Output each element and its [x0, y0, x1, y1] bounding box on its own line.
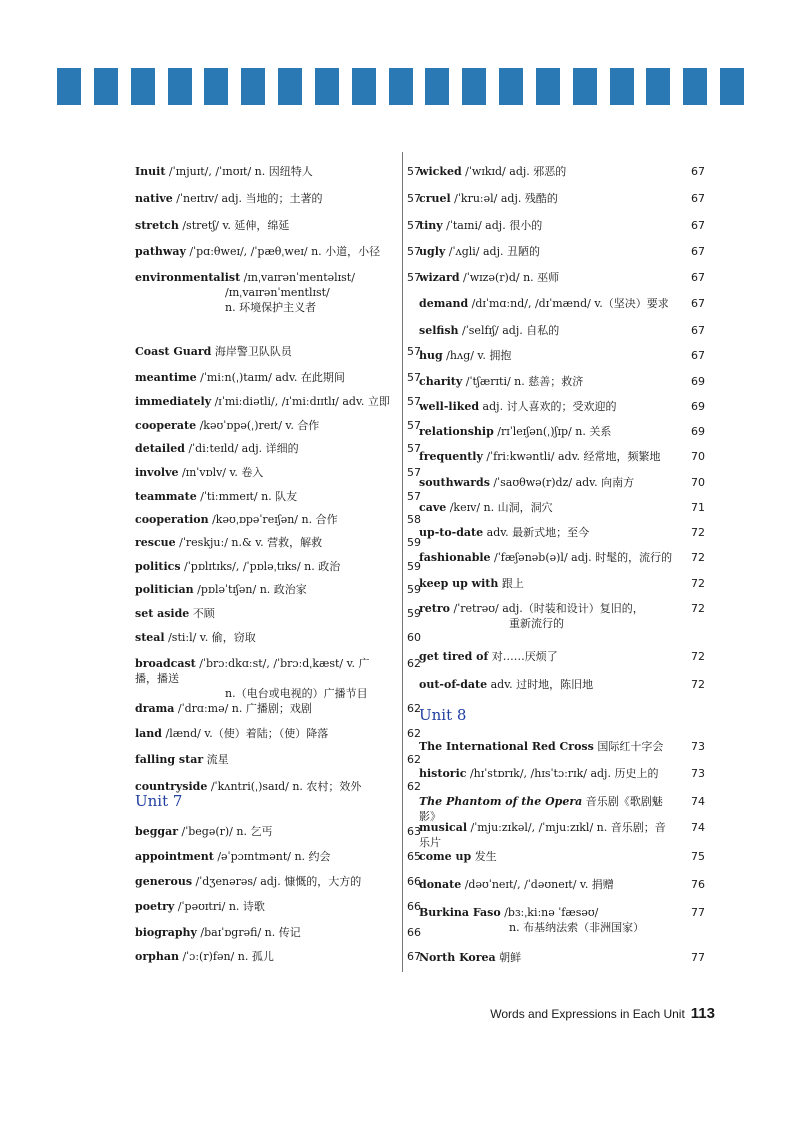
glossary-entry — [135, 344, 421, 359]
entry-page-number: 74 — [691, 795, 705, 808]
glossary-entry — [419, 374, 705, 389]
glossary-entry — [419, 348, 705, 363]
entry-headword: generous — [135, 875, 193, 888]
entry-headword: hug — [419, 349, 443, 362]
entry-page-number: 62 — [407, 727, 421, 740]
entry-page-number: 70 — [691, 450, 705, 463]
glossary-entry — [135, 394, 421, 409]
page-footer — [490, 1005, 715, 1022]
entry-headword: relationship — [419, 425, 494, 438]
entry-definition: adv. 过时地，陈旧地 — [487, 678, 594, 691]
entry-definition: /ˈɪnjuɪt/, /ˈɪnʊɪt/ n. 因纽特人 — [165, 165, 313, 178]
entry-page-number: 67 — [691, 297, 705, 310]
entry-definition: /ˈretrəʊ/ adj.（时装和设计）复旧的， — [450, 602, 644, 615]
entry-definition: /ˈfæʃənəb(ə)l/ adj. 时髦的，流行的 — [490, 551, 673, 564]
entry-headword: set aside — [135, 607, 190, 620]
glossary-entry — [135, 874, 421, 889]
entry-headword: poetry — [135, 900, 175, 913]
entry-page-number: 67 — [691, 219, 705, 232]
entry-definition: /dəʊˈneɪt/, /ˈdəʊneɪt/ v. 捐赠 — [461, 878, 614, 891]
entry-page-number: 62 — [407, 702, 421, 715]
header-stripe — [425, 68, 449, 105]
entry-page-number: 60 — [407, 631, 421, 644]
entry-headword: appointment — [135, 850, 214, 863]
glossary-entry — [135, 512, 421, 527]
entry-headword: stretch — [135, 219, 179, 232]
unit-heading: Unit 7 — [135, 792, 183, 810]
entry-headword: Burkina Faso — [419, 906, 501, 919]
header-stripe — [315, 68, 339, 105]
entry-definition: /ˈfriːkwəntli/ adv. 经常地，频繁地 — [482, 450, 661, 463]
entry-headword: cooperation — [135, 513, 209, 526]
glossary-entry — [419, 164, 705, 179]
header-stripe — [352, 68, 376, 105]
entry-definition: /kəʊˌɒpəˈreɪʃən/ n. 合作 — [208, 513, 338, 526]
entry-headword: Coast Guard — [135, 345, 212, 358]
entry-definition: /ˈbrɔːdkɑːst/, /ˈbrɔːdˌkæst/ v. 广播，播送 — [135, 657, 370, 685]
entry-headword: get tired of — [419, 650, 489, 663]
entry-headword: well-liked — [419, 400, 480, 413]
glossary-entry — [419, 218, 705, 233]
entry-definition: /ˈwɪkɪd/ adj. 邪恶的 — [461, 165, 567, 178]
entry-definition: 海岸警卫队队员 — [211, 345, 292, 358]
header-stripe — [720, 68, 744, 105]
header-stripe — [278, 68, 302, 105]
entry-headword: out-of-date — [419, 678, 488, 691]
entry-definition: 对……厌烦了 — [488, 650, 558, 663]
entry-continuation: 重新流行的 — [509, 617, 564, 630]
entry-definition: /ˈwɪzə(r)d/ n. 巫师 — [459, 271, 560, 284]
entry-headword: politics — [135, 560, 181, 573]
unit-heading: Unit 8 — [419, 706, 467, 724]
glossary-entry — [135, 701, 421, 716]
entry-page-number: 57 — [407, 192, 421, 205]
entry-page-number: 67 — [407, 950, 421, 963]
entry-headword: North Korea — [419, 951, 496, 964]
entry-headword: involve — [135, 466, 179, 479]
header-stripe — [131, 68, 155, 105]
entry-headword: land — [135, 727, 162, 740]
entry-page-number: 59 — [407, 536, 421, 549]
entry-page-number: 62 — [407, 780, 421, 793]
entry-page-number: 73 — [691, 740, 705, 753]
entry-definition: /ˈtiːmmeɪt/ n. 队友 — [196, 490, 298, 503]
entry-page-number: 75 — [691, 850, 705, 863]
glossary-entry — [135, 164, 421, 179]
entry-headword: pathway — [135, 245, 186, 258]
glossary-entry — [135, 489, 421, 504]
entry-page-number: 65 — [407, 850, 421, 863]
glossary-entry — [419, 296, 705, 311]
entry-page-number: 59 — [407, 607, 421, 620]
entry-page-number: 69 — [691, 375, 705, 388]
entry-headword: ugly — [419, 245, 446, 258]
entry-page-number: 72 — [691, 650, 705, 663]
entry-headword: fashionable — [419, 551, 491, 564]
glossary-entry — [419, 820, 705, 850]
glossary-entry — [419, 191, 705, 206]
entry-definition: /bɜːˌkiːnə ˈfæsəʊ/ — [500, 906, 599, 919]
entry-headword: up-to-date — [419, 526, 484, 539]
entry-page-number: 57 — [407, 395, 421, 408]
entry-definition: /hɪˈstɒrɪk/, /hɪsˈtɔːrɪk/ adj. 历史上的 — [466, 767, 659, 780]
glossary-entry — [135, 535, 421, 550]
header-stripe — [499, 68, 523, 105]
entry-page-number: 57 — [407, 442, 421, 455]
entry-definition: /ˈtaɪni/ adj. 很小的 — [442, 219, 543, 232]
header-stripe — [389, 68, 413, 105]
entry-headword: musical — [419, 821, 468, 834]
entry-page-number: 67 — [691, 192, 705, 205]
glossary-entry — [135, 824, 421, 839]
entry-page-number: 57 — [407, 165, 421, 178]
entry-headword: Inuit — [135, 165, 166, 178]
header-stripe — [610, 68, 634, 105]
entry-page-number: 72 — [691, 551, 705, 564]
entry-page-number: 72 — [691, 678, 705, 691]
entry-page-number: 77 — [691, 906, 705, 919]
entry-definition: /ˈʌgli/ adj. 丑陋的 — [445, 245, 540, 258]
entry-headword: wicked — [419, 165, 462, 178]
glossary-entry — [419, 525, 705, 540]
entry-definition: /pɒləˈtɪʃən/ n. 政治家 — [193, 583, 307, 596]
entry-definition: /rɪˈleɪʃən(ˌ)ʃɪp/ n. 关系 — [493, 425, 612, 438]
entry-definition: /ˈbegə(r)/ n. 乞丐 — [178, 825, 273, 838]
entry-headword: come up — [419, 850, 472, 863]
entry-headword: The Phantom of the Opera — [419, 795, 583, 808]
entry-headword: teammate — [135, 490, 197, 503]
glossary-entry — [135, 191, 421, 206]
glossary-entry — [135, 899, 421, 914]
entry-page-number: 66 — [407, 900, 421, 913]
entry-page-number: 67 — [691, 165, 705, 178]
glossary-entry — [135, 465, 421, 480]
entry-definition: 跟上 — [498, 577, 524, 590]
entry-definition: /ˈkʌntri(ˌ)saɪd/ n. 农村；效外 — [207, 780, 362, 793]
entry-definition: /ˈselfɪʃ/ adj. 自私的 — [458, 324, 560, 337]
glossary-entry — [135, 441, 421, 456]
entry-headword: beggar — [135, 825, 178, 838]
entry-definition: adv. 最新式地；至今 — [483, 526, 590, 539]
entry-page-number: 57 — [407, 490, 421, 503]
entry-definition: /ɪnˌvaɪrənˈmentəlɪst/ — [240, 271, 355, 284]
glossary-entry — [135, 270, 421, 315]
entry-headword: demand — [419, 297, 469, 310]
entry-headword: keep up with — [419, 577, 499, 590]
header-stripe — [241, 68, 265, 105]
entry-definition: 流星 — [203, 753, 229, 766]
entry-page-number: 62 — [407, 657, 421, 670]
entry-definition: /əˈpɔɪntmənt/ n. 约会 — [213, 850, 331, 863]
entry-definition: /ˈpɑːθweɪ/, /ˈpæθˌweɪ/ n. 小道，小径 — [185, 245, 381, 258]
entry-page-number: 71 — [691, 501, 705, 514]
glossary-entry — [135, 559, 421, 574]
entry-page-number: 77 — [691, 951, 705, 964]
entry-definition: 音乐剧《歌剧魅影》 — [419, 795, 663, 823]
entry-definition: /ˈpɒlɪtɪks/, /ˈpɒləˌtɪks/ n. 政治 — [180, 560, 341, 573]
entry-page-number: 57 — [407, 245, 421, 258]
entry-headword: cooperate — [135, 419, 197, 432]
glossary-entry — [135, 925, 421, 940]
entry-definition: 不顾 — [189, 607, 215, 620]
header-stripe — [462, 68, 486, 105]
glossary-entry — [135, 630, 421, 645]
glossary-entry — [419, 601, 705, 631]
entry-definition: /ˈdʒenərəs/ adj. 慷慨的，大方的 — [192, 875, 362, 888]
glossary-entry — [419, 649, 705, 664]
entry-definition: /kəʊˈɒpə(ˌ)reɪt/ v. 合作 — [196, 419, 320, 432]
entry-headword: orphan — [135, 950, 179, 963]
glossary-entry — [135, 726, 421, 741]
entry-definition: /keɪv/ n. 山洞，洞穴 — [446, 501, 553, 514]
glossary-entry — [135, 949, 421, 964]
glossary-entry — [419, 500, 705, 515]
entry-page-number: 67 — [691, 271, 705, 284]
glossary-entry — [419, 399, 705, 414]
entry-definition: /ˈdrɑːmə/ n. 广播剧；戏剧 — [174, 702, 312, 715]
entry-definition: /ˈkruːəl/ adj. 残酷的 — [450, 192, 558, 205]
entry-page-number: 73 — [691, 767, 705, 780]
entry-definition: 朝鲜 — [495, 951, 522, 964]
entry-page-number: 76 — [691, 878, 705, 891]
entry-page-number: 67 — [691, 324, 705, 337]
entry-definition: /ɪˈmiːdiətli/, /ɪˈmiːdɪɪtlɪ/ adv. 立即 — [211, 395, 390, 408]
entry-headword: southwards — [419, 476, 490, 489]
header-stripe — [536, 68, 560, 105]
entry-continuation: /ɪnˌvaɪrənˈmentlɪst/ — [225, 286, 330, 299]
entry-headword: broadcast — [135, 657, 196, 670]
entry-definition: /stretʃ/ v. 延伸，绵延 — [178, 219, 290, 232]
entry-page-number: 57 — [407, 371, 421, 384]
entry-definition: /ˈreskjuː/ n.& v. 营救，解救 — [175, 536, 323, 549]
glossary-entry — [419, 550, 705, 565]
entry-headword: falling star — [135, 753, 204, 766]
entry-headword: selfish — [419, 324, 459, 337]
entry-headword: immediately — [135, 395, 212, 408]
entry-page-number: 57 — [407, 345, 421, 358]
entry-page-number: 66 — [407, 926, 421, 939]
entry-headword: cave — [419, 501, 447, 514]
entry-headword: steal — [135, 631, 165, 644]
entry-headword: rescue — [135, 536, 176, 549]
glossary-entry — [419, 244, 705, 259]
entry-definition: adj. 讨人喜欢的；受欢迎的 — [479, 400, 617, 413]
entry-headword: cruel — [419, 192, 451, 205]
entry-definition: /ˈmiːn(ˌ)taɪm/ adv. 在此期间 — [196, 371, 345, 384]
glossary-entry — [135, 752, 421, 767]
entry-headword: biography — [135, 926, 197, 939]
entry-continuation: n.（电台或电视的）广播节目 — [225, 687, 368, 700]
entry-page-number: 59 — [407, 560, 421, 573]
glossary-entry — [419, 475, 705, 490]
entry-definition: /ɪnˈvɒlv/ v. 卷入 — [178, 466, 264, 479]
entry-page-number: 58 — [407, 513, 421, 526]
entry-headword: The International Red Cross — [419, 740, 594, 753]
entry-page-number: 67 — [691, 245, 705, 258]
glossary-entry — [135, 370, 421, 385]
entry-page-number: 57 — [407, 271, 421, 284]
entry-page-number: 57 — [407, 219, 421, 232]
header-stripe — [168, 68, 192, 105]
footer-title: Words and Expressions in Each Unit — [490, 1007, 685, 1021]
glossary-entry — [135, 418, 421, 433]
entry-headword: countryside — [135, 780, 208, 793]
entry-headword: retro — [419, 602, 451, 615]
entry-headword: tiny — [419, 219, 443, 232]
entry-definition: /hʌg/ v. 拥抱 — [442, 349, 512, 362]
entry-definition: /ˈsaʊθwə(r)dz/ adv. 向南方 — [489, 476, 635, 489]
entry-page-number: 72 — [691, 602, 705, 615]
entry-headword: drama — [135, 702, 175, 715]
glossary-entry — [419, 677, 705, 692]
glossary-entry — [135, 656, 421, 701]
header-stripe — [57, 68, 81, 105]
entry-definition: 国际红十字会 — [593, 740, 664, 753]
entry-definition: /ˈdiːteɪld/ adj. 详细的 — [184, 442, 299, 455]
glossary-entry — [419, 877, 705, 892]
entry-continuation: n. 环境保护主义者 — [225, 301, 317, 314]
entry-page-number: 57 — [407, 419, 421, 432]
entry-page-number: 69 — [691, 425, 705, 438]
glossary-entry — [135, 582, 421, 597]
glossary-entry — [419, 739, 705, 754]
entry-headword: meantime — [135, 371, 197, 384]
entry-definition: /ˈneɪtɪv/ adj. 当地的；土著的 — [172, 192, 323, 205]
glossary-entry — [135, 244, 421, 259]
glossary-entry — [419, 950, 705, 965]
entry-page-number: 74 — [691, 821, 705, 834]
glossary-entry — [419, 849, 705, 864]
header-stripe — [94, 68, 118, 105]
glossary-entry — [419, 766, 705, 781]
entry-definition: /ˈtʃærɪti/ n. 慈善；救济 — [462, 375, 584, 388]
entry-continuation: n. 布基纳法索（非洲国家） — [509, 921, 645, 934]
header-stripe — [573, 68, 597, 105]
glossary-entry — [419, 449, 705, 464]
entry-page-number: 59 — [407, 583, 421, 596]
entry-page-number: 66 — [407, 875, 421, 888]
entry-page-number: 70 — [691, 476, 705, 489]
entry-headword: frequently — [419, 450, 483, 463]
header-stripe — [204, 68, 228, 105]
entry-definition: /lænd/ v.（使）着陆；（使）降落 — [162, 727, 329, 740]
entry-headword: wizard — [419, 271, 460, 284]
entry-headword: charity — [419, 375, 463, 388]
entry-headword: detailed — [135, 442, 185, 455]
entry-headword: environmentalist — [135, 271, 241, 284]
entry-headword: historic — [419, 767, 467, 780]
glossary-entry — [135, 606, 421, 621]
entry-page-number: 57 — [407, 466, 421, 479]
entry-page-number: 72 — [691, 577, 705, 590]
glossary-entry — [419, 270, 705, 285]
entry-definition: 发生 — [471, 850, 497, 863]
entry-page-number: 69 — [691, 400, 705, 413]
entry-page-number: 62 — [407, 753, 421, 766]
glossary-entry — [419, 905, 705, 935]
glossary-entry — [135, 218, 421, 233]
entry-page-number: 63 — [407, 825, 421, 838]
glossary-entry — [419, 424, 705, 439]
entry-definition: /dɪˈmɑːnd/, /dɪˈmænd/ v.（坚决）要求 — [468, 297, 669, 310]
entry-definition: /ˈmjuːzɪkəl/, /ˈmjuːzɪkl/ n. 音乐剧；音乐片 — [419, 821, 666, 849]
entry-definition: /baɪˈɒgrəfi/ n. 传记 — [196, 926, 301, 939]
glossary-entry — [419, 323, 705, 338]
header-stripes — [57, 68, 757, 105]
entry-headword: politician — [135, 583, 194, 596]
glossary-entry — [135, 849, 421, 864]
entry-headword: donate — [419, 878, 462, 891]
entry-page-number: 72 — [691, 526, 705, 539]
page-number: 113 — [690, 1005, 715, 1022]
glossary-entry — [419, 576, 705, 591]
entry-definition: /ˈpəʊɪtri/ n. 诗歌 — [174, 900, 265, 913]
entry-definition: /stiːl/ v. 偷，窃取 — [164, 631, 256, 644]
entry-headword: native — [135, 192, 173, 205]
entry-definition: /ˈɔː(r)fən/ n. 孤儿 — [178, 950, 274, 963]
header-stripe — [683, 68, 707, 105]
entry-page-number: 67 — [691, 349, 705, 362]
header-stripe — [646, 68, 670, 105]
